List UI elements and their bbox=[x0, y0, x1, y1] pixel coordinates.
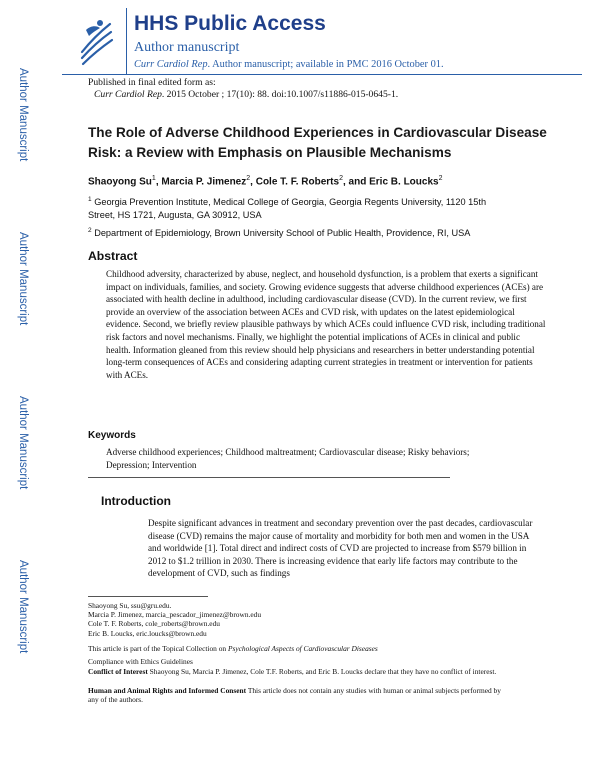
affiliation bbox=[88, 224, 508, 240]
hhs-eagle-logo-icon bbox=[76, 12, 116, 70]
keywords-text: Adverse childhood experiences; Childhood maltreatment; Cardiovascular disease; Risky behaviors; Depression; Intervention bbox=[106, 447, 470, 470]
author-name: Marcia P. Jimenez bbox=[161, 176, 247, 188]
author-manuscript-label: Author Manuscript bbox=[17, 396, 29, 490]
conflict-note bbox=[88, 667, 508, 676]
introduction-text: Despite significant advances in treatment and secondary prevention over the past decades, cardiovascular disease (CVD) remains the major cause of mortality and morbidity for both men and women in the USA and worldwide [1]. Total direct and indirect costs of CVD are projected to increase from $579 billion in 2012 to $1.2 trillion in 2030. There is increasing evidence that early life factors may contribute to the development of CVD, such as findings bbox=[148, 518, 533, 579]
author-list bbox=[88, 175, 442, 187]
keywords-heading: Keywords bbox=[88, 430, 136, 441]
published-journal: Curr Cardiol Rep bbox=[94, 89, 162, 100]
author-name: Eric B. Loucks bbox=[369, 176, 439, 188]
published-info bbox=[88, 77, 398, 101]
collection-note bbox=[88, 644, 508, 653]
author-contacts bbox=[88, 601, 508, 638]
author-sup: 2 bbox=[246, 175, 251, 182]
contact-line: Shaoyong Su, ssu@gru.edu. bbox=[88, 601, 172, 610]
published-line1: Published in final edited form as: bbox=[88, 77, 216, 88]
author-manuscript-label: Author Manuscript bbox=[17, 232, 29, 326]
header-divider bbox=[126, 8, 127, 74]
published-line2 bbox=[88, 89, 398, 101]
hhs-title: HHS Public Access bbox=[134, 12, 326, 35]
keywords-rule bbox=[88, 477, 450, 478]
header-rule bbox=[62, 74, 582, 75]
author-separator: , bbox=[250, 176, 256, 188]
affiliation bbox=[88, 193, 508, 222]
citation-rest: . Author manuscript; available in PMC 2016 October 01. bbox=[207, 59, 444, 70]
abstract-heading: Abstract bbox=[88, 249, 138, 263]
compliance-note: Compliance with Ethics Guidelines bbox=[88, 657, 193, 666]
affiliation-text: Department of Epidemiology, Brown University School of Public Health, Providence, RI, USA bbox=[94, 228, 471, 239]
article-title: The Role of Adverse Childhood Experiences in Cardiovascular Disease Risk: a Review with Emphasis on Plausible Mechanisms bbox=[88, 125, 547, 160]
author-sup: 2 bbox=[438, 175, 443, 182]
human-rights-text: This article does not contain any studies with human or animal subjects performed by any of the authors. bbox=[88, 686, 501, 705]
footnote-rule bbox=[88, 596, 208, 597]
author-manuscript-label: Author Manuscript bbox=[17, 560, 29, 654]
author-name: Shaoyong Su bbox=[88, 176, 152, 188]
author-separator: , and bbox=[342, 176, 370, 188]
human-rights-note bbox=[88, 686, 508, 704]
author-sup: 1 bbox=[151, 175, 156, 182]
author-sup: 2 bbox=[339, 175, 343, 182]
collection-prefix: This article is part of the Topical Collection on bbox=[88, 644, 228, 653]
affiliation-sup: 2 bbox=[88, 227, 92, 234]
conflict-text: Shaoyong Su, Marcia P. Jimenez, Cole T.F. Roberts, and Eric B. Loucks declare that they have no conflict of interest. bbox=[147, 667, 497, 676]
hhs-subtitle: Author manuscript bbox=[134, 40, 240, 55]
affiliation-sup: 1 bbox=[88, 196, 92, 203]
contact-line: Eric B. Loucks, eric.loucks@brown.edu bbox=[88, 628, 207, 638]
author-name: Cole T. F. Roberts bbox=[255, 176, 340, 188]
collection-name: Psychological Aspects of Cardiovascular Diseases bbox=[227, 644, 378, 653]
hhs-citation bbox=[134, 59, 444, 70]
published-line2-rest: . 2015 October ; 17(10): 88. doi:10.1007/s11886-015-0645-1. bbox=[161, 89, 399, 100]
human-rights-label: Human and Animal Rights and Informed Consent bbox=[88, 686, 247, 695]
conflict-label: Conflict of Interest bbox=[88, 667, 148, 676]
affiliation-text: Georgia Prevention Institute, Medical College of Georgia, Georgia Regents University, 1120 15th Street, HS 1721, Augusta, GA 30912, USA bbox=[88, 197, 487, 221]
introduction-heading: Introduction bbox=[101, 494, 171, 508]
author-manuscript-label: Author Manuscript bbox=[17, 68, 29, 162]
side-margin bbox=[0, 0, 52, 776]
author-separator: , bbox=[155, 176, 162, 188]
abstract-text: Childhood adversity, characterized by abuse, neglect, and household dysfunction, is a problem that exerts a significant impact on individuals, families, and society. Growing evidence suggests that adverse childhood experiences (ACEs) are associated with health decline in adulthood, including cardiovascular disease (CVD). In the current review, we first provide an overview of the association between ACEs and CVD risk, with updates on the latest epidemiological evidence. Second, we briefly review plausible pathways by which ACEs could influence CVD risk, including traditional risk factors and novel mechanisms. Finally, we highlight the potential implications of ACEs in clinical and public health. Information gleaned from this review should help physicians and researchers in better understanding potential long-term consequences of ACEs and considering adapting current strategies in treatment or intervention for patients with ACEs. bbox=[106, 269, 546, 380]
hhs-header bbox=[62, 8, 582, 70]
contact-line: Cole T. F. Roberts, cole_roberts@brown.edu bbox=[88, 619, 220, 629]
contact-line: Marcia P. Jimenez, marcia_pescador_jimenez@brown.edu bbox=[88, 610, 262, 620]
journal-name: Curr Cardiol Rep bbox=[134, 59, 208, 70]
